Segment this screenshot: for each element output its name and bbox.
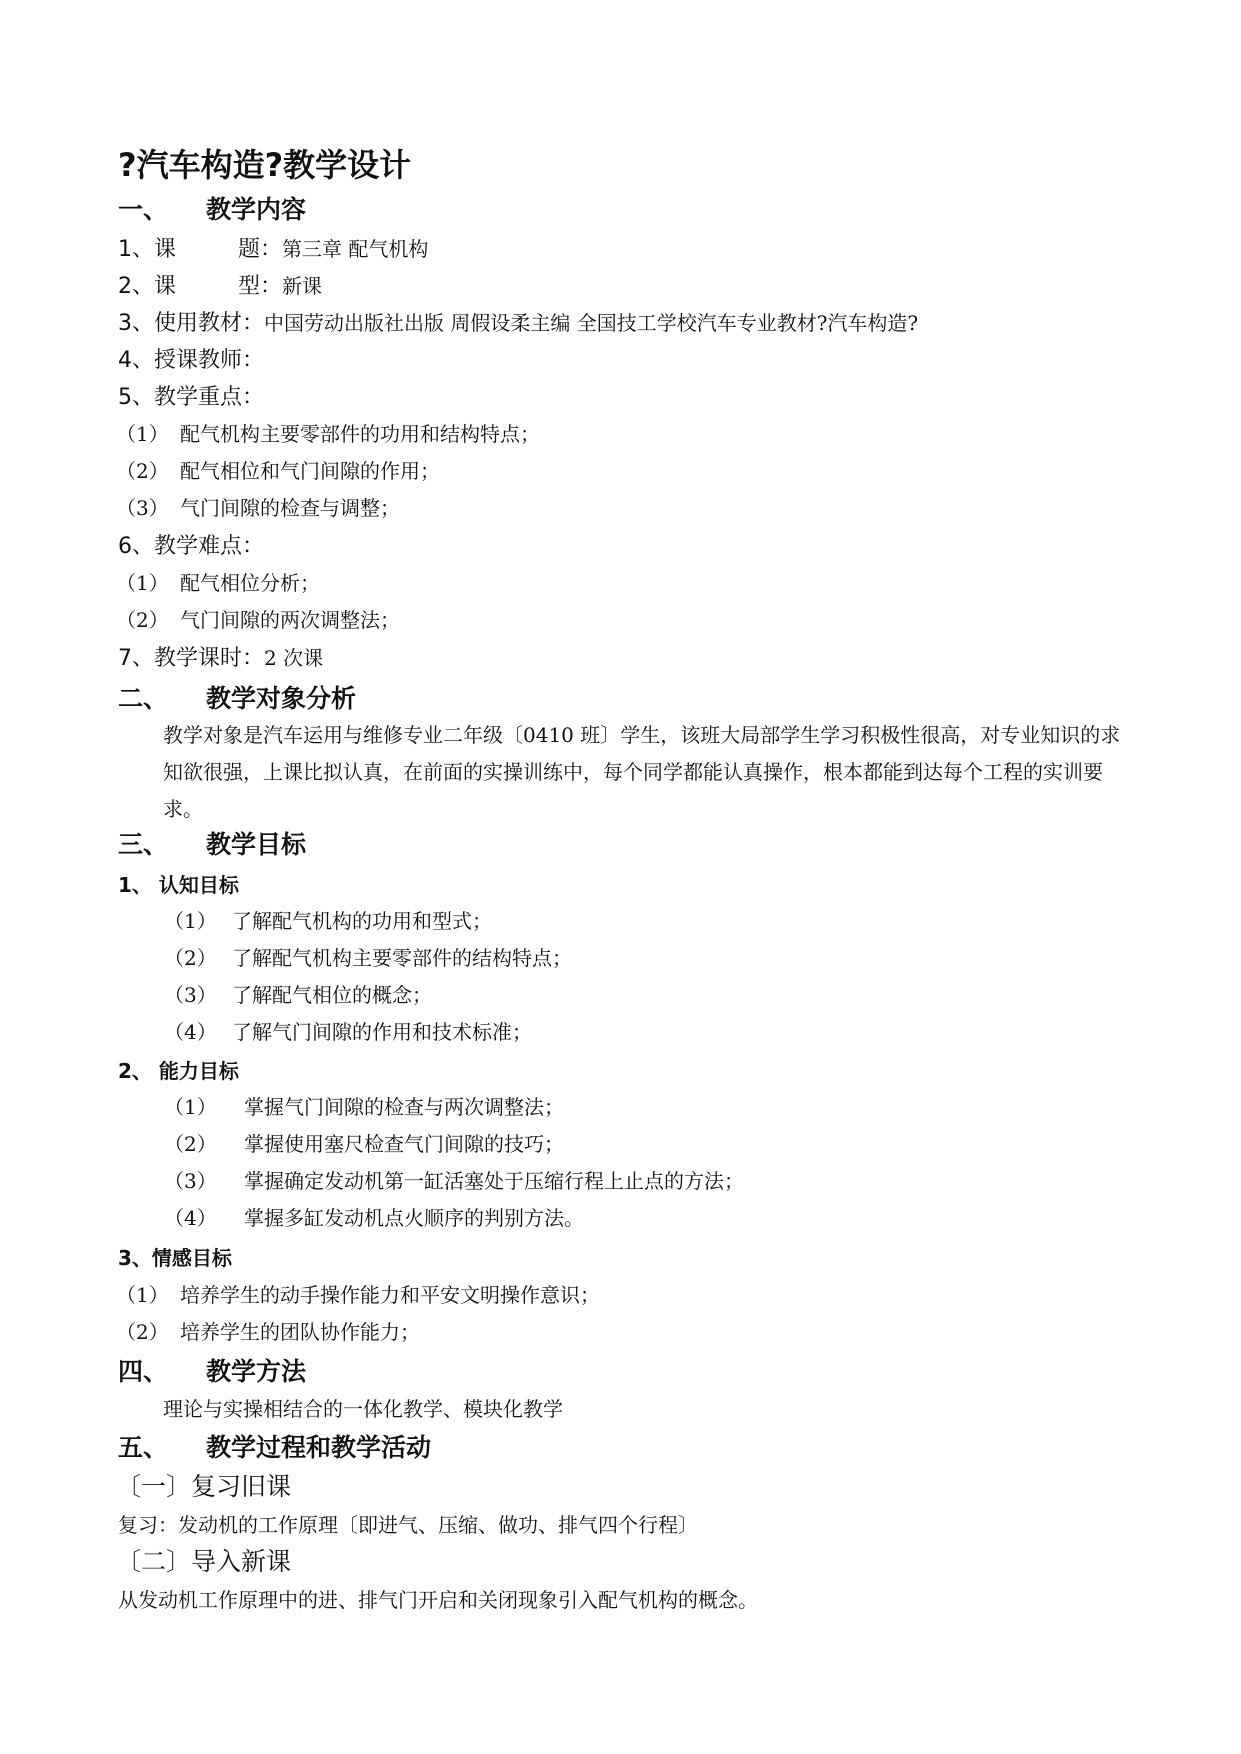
list-item: （2） 气门间隙的两次调整法； (116, 608, 400, 632)
item-label-suffix: 题： (238, 237, 283, 262)
section-label: 教学目标 (206, 830, 307, 859)
item-label: 7、教学课时： (118, 646, 264, 671)
content-item-1 (118, 232, 428, 263)
content-item-4 (118, 343, 264, 374)
list-item: （2） 培养学生的团队协作能力； (116, 1320, 420, 1344)
section-number: 一、 (118, 195, 169, 224)
list-item: （2） 了解配气机构主要零部件的结构特点； (164, 946, 572, 970)
item-value: 中国劳动出版社出版 周假设柔主编 全国技工学校汽车专业教材?汽车构造? (264, 311, 919, 335)
section-heading-2 (118, 679, 356, 715)
section-number: 二、 (118, 684, 169, 713)
list-item: （1） 掌握气门间隙的检查与两次调整法； (164, 1095, 564, 1119)
item-label: 3、使用教材： (118, 311, 264, 336)
list-item: （3） 了解配气相位的概念； (164, 983, 432, 1007)
goal-heading-emotional: 3、情感目标 (118, 1246, 232, 1270)
section-number: 四、 (118, 1357, 169, 1386)
item-label: 1、课 (118, 237, 176, 262)
section-label: 教学内容 (206, 195, 307, 224)
list-item: （2） 配气相位和气门间隙的作用； (116, 459, 440, 483)
method-text: 理论与实操相结合的一体化教学、模块化教学 (163, 1397, 563, 1421)
section-label: 教学过程和教学活动 (206, 1433, 432, 1462)
goal-heading-cognitive: 1、 认知目标 (118, 873, 239, 897)
item-label: 5、教学重点： (118, 385, 264, 410)
section-heading-1 (118, 190, 306, 226)
content-item-5 (118, 380, 264, 411)
section-number: 五、 (118, 1433, 169, 1462)
process-heading-review: 〔一〕复习旧课 (116, 1472, 292, 1501)
document-title: ?汽车构造?教学设计 (118, 146, 412, 184)
section-heading-4 (118, 1352, 306, 1388)
section-heading-3 (118, 825, 306, 861)
content-item-6 (118, 529, 264, 560)
process-intro-text: 从发动机工作原理中的进、排气门开启和关闭现象引入配气机构的概念。 (118, 1588, 758, 1612)
item-label: 6、教学难点： (118, 534, 264, 559)
content-item-7 (118, 641, 323, 672)
item-value: 第三章 配气机构 (282, 237, 429, 261)
section-number: 三、 (118, 830, 169, 859)
item-value: 新课 (282, 274, 323, 298)
section-label: 教学对象分析 (206, 684, 357, 713)
section-heading-5 (118, 1428, 431, 1464)
list-item: （3） 气门间隙的检查与调整； (116, 496, 400, 520)
list-item: （1） 配气相位分析； (116, 571, 320, 595)
list-item: （2） 掌握使用塞尺检查气门间隙的技巧； (164, 1132, 564, 1156)
item-label-suffix: 型： (238, 274, 283, 299)
list-item: （3） 掌握确定发动机第一缸活塞处于压缩行程上止点的方法； (164, 1169, 744, 1193)
item-label: 4、授课教师： (118, 348, 264, 373)
item-value: 2 次课 (264, 646, 324, 670)
content-item-3 (118, 306, 918, 337)
list-item: （4） 了解气门间隙的作用和技术标准； (164, 1020, 532, 1044)
list-item: （1） 配气机构主要零部件的功用和结构特点； (116, 422, 540, 446)
goal-heading-ability: 2、 能力目标 (118, 1059, 239, 1083)
list-item: （4） 掌握多缸发动机点火顺序的判别方法。 (164, 1206, 584, 1230)
process-review-text: 复习：发动机的工作原理〔即进气、压缩、做功、排气四个行程〕 (118, 1513, 698, 1537)
section-label: 教学方法 (206, 1357, 307, 1386)
process-heading-intro: 〔二〕导入新课 (116, 1547, 292, 1576)
item-label: 2、课 (118, 274, 176, 299)
list-item: （1） 培养学生的动手操作能力和平安文明操作意识； (116, 1283, 600, 1307)
content-item-2 (118, 269, 322, 300)
analysis-paragraph: 教学对象是汽车运用与维修专业二年级〔0410 班〕学生，该班大局部学生学习积极性很高，对专业知识的求知欲很强，上课比拟认真，在前面的实操训练中，每个同学都能认真操作，根本都能到达每个工程的实训要求。 (163, 723, 1121, 821)
list-item: （1） 了解配气机构的功用和型式； (164, 909, 492, 933)
